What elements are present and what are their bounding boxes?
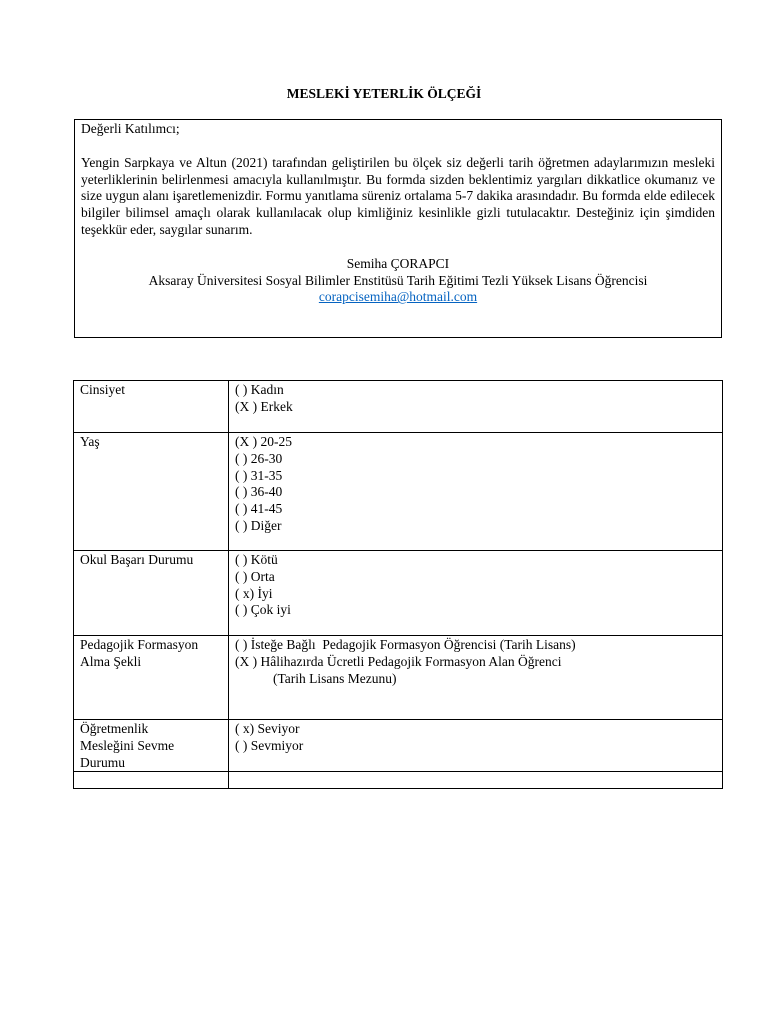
row-label-teaching-love — [74, 720, 229, 772]
demographics-table — [73, 380, 723, 789]
option-paid-formation-note: (Tarih Lisans Mezunu) — [273, 670, 397, 686]
option-paid-formation[interactable]: (X ) Hâlihazırda Ücretli Pedagojik Formasyon Alan Öğrenci — [235, 653, 562, 669]
row-options-gender — [229, 381, 723, 433]
empty-cell — [74, 772, 229, 789]
table-row — [74, 433, 723, 551]
option-does-not-love[interactable]: ( ) Sevmiyor — [235, 737, 304, 753]
row-options-teaching-love — [229, 720, 723, 772]
table-row — [74, 636, 723, 720]
option-age-41-45[interactable]: ( ) 41-45 — [235, 501, 283, 517]
row-options-school-success — [229, 551, 723, 636]
table-row — [74, 772, 723, 789]
document-title: MESLEKİ YETERLİK ÖLÇEĞİ — [286, 86, 482, 101]
row-label-text: Alma Şekli — [80, 653, 142, 669]
author-affiliation: Aksaray Üniversitesi Sosyal Bilimler Enstitüsü Tarih Eğitimi Tezli Yüksek Lisans Öğrencisi — [148, 272, 648, 288]
empty-cell — [229, 772, 723, 789]
intro-body-text: Yengin Sarpkaya ve Altun (2021) tarafından geliştirilen bu ölçek siz değerli tarih öğretmen adaylarımızın mesleki yeterliklerinin belirlenmesi amacıyla kullanılmıştır. Bu formda sizden beklentimiz yargıları dikkatlice okumanız ve size uygun alanı işaretlemenizdir. Formu yanıtlama süreniz ortalama 5-7 dakika arasındadır. Bu formda elde edilecek bilgiler bilimsel amaçlı olarak kullanılacak olup kimliğiniz kesinlikle gizli tutulacaktır. Desteğiniz için şimdiden teşekkür eder, saygılar sunarım. — [81, 154, 715, 237]
row-label-text: Mesleğini Sevme — [80, 737, 175, 753]
option-bad[interactable]: ( ) Kötü — [235, 552, 278, 567]
author-email-link[interactable]: corapcisemiha@hotmail.com — [318, 289, 478, 305]
table-row — [74, 381, 723, 433]
option-age-36-40[interactable]: ( ) 36-40 — [235, 484, 283, 500]
row-options-pedagogy — [229, 636, 723, 720]
option-age-26-30[interactable]: ( ) 26-30 — [235, 450, 283, 466]
row-label-school-success — [74, 551, 229, 636]
table-row — [74, 551, 723, 636]
row-label-pedagogy — [74, 636, 229, 720]
option-good[interactable]: ( x) İyi — [235, 585, 273, 601]
author-name: Semiha ÇORAPCI — [346, 255, 450, 271]
option-very-good[interactable]: ( ) Çok iyi — [235, 602, 291, 618]
row-label-gender — [74, 381, 229, 433]
row-label-text: Yaş — [80, 434, 100, 449]
row-label-text: Okul Başarı Durumu — [80, 552, 194, 567]
greeting-text: Değerli Katılımcı; — [81, 121, 180, 136]
row-label-text: Pedagojik Formasyon — [80, 637, 199, 652]
option-age-other[interactable]: ( ) Diğer — [235, 517, 282, 533]
option-female[interactable]: ( ) Kadın — [235, 382, 284, 397]
row-label-age — [74, 433, 229, 551]
row-label-text: Öğretmenlik — [80, 721, 149, 736]
table-row — [74, 720, 723, 772]
row-options-age — [229, 433, 723, 551]
option-age-31-35[interactable]: ( ) 31-35 — [235, 467, 283, 483]
row-label-text: Durumu — [80, 754, 125, 770]
option-optional-formation[interactable]: ( ) İsteğe Bağlı Pedagojik Formasyon Öğrencisi (Tarih Lisans) — [235, 637, 576, 652]
row-label-text: Cinsiyet — [80, 382, 126, 397]
option-average[interactable]: ( ) Orta — [235, 568, 275, 584]
intro-box — [74, 119, 722, 338]
option-loves[interactable]: ( x) Seviyor — [235, 721, 300, 736]
option-male[interactable]: (X ) Erkek — [235, 398, 293, 414]
option-age-20-25[interactable]: (X ) 20-25 — [235, 434, 292, 449]
